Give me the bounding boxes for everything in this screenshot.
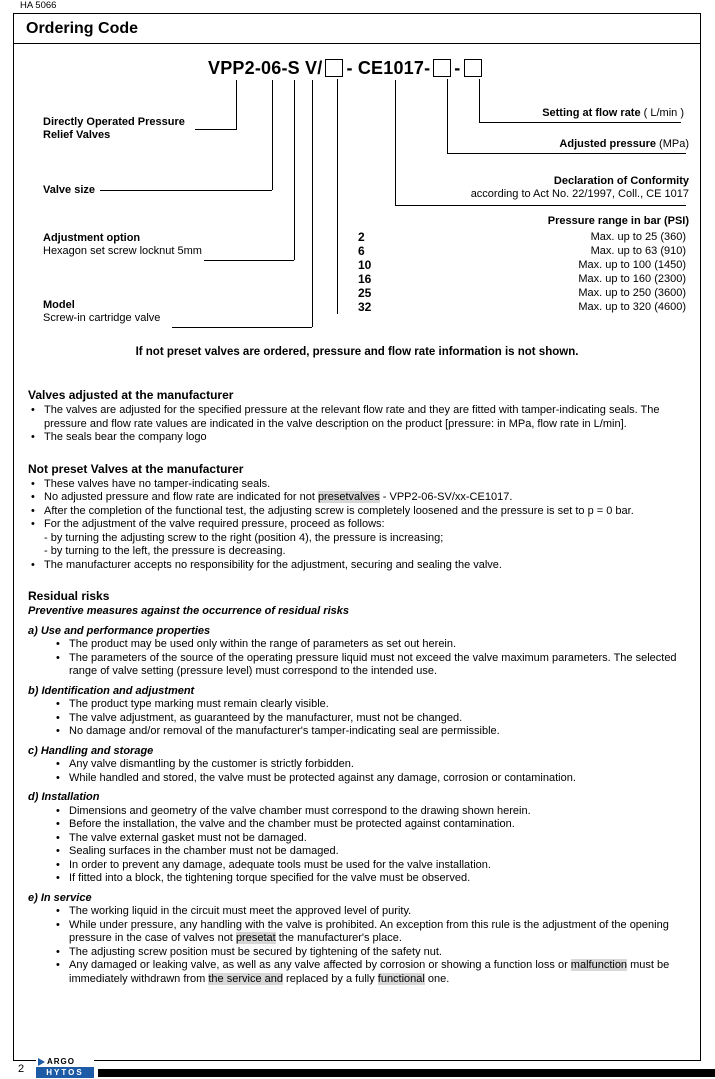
bullet-item: • Any damaged or leaking valve, as well as any valve affected by corrosion or showing a function loss or malfunction must be immediately withdrawn from the service and replaced by a fully functional one. xyxy=(53,959,686,986)
section xyxy=(28,625,686,679)
bullet-list xyxy=(53,758,686,785)
bullet-item: • No damage and/or removal of the manufacturer's tamper-indicating seal are permissible. xyxy=(53,725,686,739)
footer-bar xyxy=(98,1069,715,1077)
bullet-list xyxy=(53,698,686,739)
pressure-range-code: 2 xyxy=(358,230,365,244)
connector-line-conformity xyxy=(395,205,686,206)
ordering-code-diagram xyxy=(14,44,700,366)
label-model-desc: Screw-in cartridge valve xyxy=(43,312,161,324)
code-dash: - xyxy=(454,57,461,78)
connector-line-pressure-range xyxy=(337,79,338,314)
label-conformity xyxy=(471,175,689,201)
bullet-item: • These valves have no tamper-indicating seals. xyxy=(28,478,686,492)
label-adjusted-pressure-unit: (MPa) xyxy=(656,138,689,150)
connector-line-model xyxy=(312,80,313,327)
code-segment-conformity: - CE1017- xyxy=(346,57,431,78)
label-product-line1: Directly Operated Pressure xyxy=(43,116,185,128)
bullet-item: • The valve external gasket must not be damaged. xyxy=(53,832,686,846)
connector-line-valve-size xyxy=(100,190,272,191)
section xyxy=(28,685,686,739)
section xyxy=(28,462,686,573)
label-adjustment-desc: Hexagon set screw locknut 5mm xyxy=(43,245,202,257)
bullet-item: • The adjusting screw position must be secured by tightening of the safety nut. xyxy=(53,946,686,960)
pressure-range-desc: Max. up to 320 (4600) xyxy=(578,301,686,313)
logo-argo-text: ARGO xyxy=(47,1057,75,1066)
pressure-range-row xyxy=(358,272,686,286)
section-heading: c) Handling and storage xyxy=(28,744,154,757)
bullet-item: • While handled and stored, the valve must be protected against any damage, corrosion or contamination. xyxy=(53,772,686,786)
page-title: Ordering Code xyxy=(26,20,139,37)
pressure-range-desc: Max. up to 250 (3600) xyxy=(578,287,686,299)
logo-hytos-text: HYTOS xyxy=(36,1067,94,1078)
pressure-range-code: 32 xyxy=(358,300,372,314)
section-heading: Not preset Valves at the manufacturer xyxy=(28,461,244,476)
bullet-item: • Dimensions and geometry of the valve chamber must correspond to the drawing shown herein. xyxy=(53,805,686,819)
section-heading: d) Installation xyxy=(28,791,100,803)
code-box-pressure-range xyxy=(325,59,343,77)
connector-line-product xyxy=(236,80,237,129)
logo-argo-row xyxy=(36,1056,94,1067)
label-valve-size: Valve size xyxy=(43,184,95,196)
page-number: 2 xyxy=(18,1063,25,1075)
section xyxy=(28,388,686,445)
label-adjusted-pressure-bold: Adjusted pressure xyxy=(559,138,656,150)
bullet-item: • The valve adjustment, as guaranteed by the manufacturer, must not be changed. xyxy=(53,712,686,726)
label-adjustment xyxy=(43,232,202,258)
label-model-title: Model xyxy=(43,299,75,311)
pressure-range-code: 10 xyxy=(358,258,372,272)
section-heading: Residual risks xyxy=(28,589,110,603)
label-conformity-desc: according to Act No. 22/1997, Coll., CE 1017 xyxy=(470,188,689,200)
label-flow-rate xyxy=(542,107,684,120)
bullet-item: • The product type marking must remain clearly visible. xyxy=(53,698,686,712)
pressure-range-row xyxy=(358,230,686,244)
bullet-list xyxy=(28,404,686,445)
connector-line-adjusted-pressure xyxy=(447,153,686,154)
pressure-range-row xyxy=(358,300,686,314)
section-heading: e) In service xyxy=(28,891,92,904)
bullet-item: • The manufacturer accepts no responsibility for the adjustment, securing and sealing the valve. xyxy=(28,559,686,573)
pressure-range-desc: Max. up to 63 (910) xyxy=(590,245,686,257)
bullet-item: • For the adjustment of the valve required pressure, proceed as follows: - by turning the adjusting screw to the right (position 4), the pressure is increasing; - by turning to the left, the pressure is decreasing. xyxy=(28,518,686,559)
bullet-item: • Before the installation, the valve and the chamber must be protected against contamination. xyxy=(53,818,686,832)
bullet-item: • The valves are adjusted for the specified pressure at the relevant flow rate and they are fitted with tamper-indicating seals. The pressure and flow rate values are indicated in the valve description on the product [pressure: in MPa, flow rate in L/min]. xyxy=(28,404,686,431)
bullet-item: • If fitted into a block, the tightening torque specified for the valve must be observed. xyxy=(53,872,686,886)
label-adjustment-title: Adjustment option xyxy=(43,232,141,244)
section xyxy=(28,892,686,987)
pressure-range-header: Pressure range in bar (PSI) xyxy=(547,215,689,227)
bullet-item: • No adjusted pressure and flow rate are indicated for not presetvalves - VPP2-06-SV/xx-CE1017. xyxy=(28,491,686,505)
label-conformity-title: Declaration of Conformity xyxy=(553,175,689,187)
label-model xyxy=(43,299,160,325)
pressure-range-desc: Max. up to 160 (2300) xyxy=(578,273,686,285)
section-heading: a) Use and performance properties xyxy=(28,624,211,637)
connector-line-product xyxy=(195,129,237,130)
code-box-adjusted-pressure xyxy=(433,59,451,77)
bullet-list xyxy=(28,478,686,573)
bullet-list xyxy=(53,638,686,679)
connector-line-flow-rate xyxy=(479,122,681,123)
bullet-item: • In order to prevent any damage, adequate tools must be used for the valve installation. xyxy=(53,859,686,873)
label-flow-rate-bold: Setting at flow rate xyxy=(542,107,641,119)
bullet-item: • The working liquid in the circuit must meet the approved level of purity. xyxy=(53,905,686,919)
connector-line-adjusted-pressure xyxy=(447,79,448,153)
section-heading: b) Identification and adjustment xyxy=(28,684,195,697)
connector-line-valve-size xyxy=(272,80,273,190)
label-adjusted-pressure xyxy=(559,138,689,151)
pressure-range-desc: Max. up to 25 (360) xyxy=(590,231,686,243)
pressure-range-row xyxy=(358,286,686,300)
bullet-item: • Any valve dismantling by the customer is strictly forbidden. xyxy=(53,758,686,772)
label-flow-rate-unit: ( L/min ) xyxy=(640,107,684,119)
connector-line-conformity xyxy=(395,80,396,205)
bullet-item: • While under pressure, any handling with the valve is prohibited. An exception from this rule is the adjustment of the opening pressure in the case of valves not presetat the manufacturer's place. xyxy=(53,919,686,946)
section xyxy=(28,791,686,886)
connector-line-model xyxy=(172,327,312,328)
code-base: VPP2-06-S V/ xyxy=(208,57,323,78)
bullet-list xyxy=(53,905,686,986)
pressure-range-code: 6 xyxy=(358,244,365,258)
sub-line: - by turning to the left, the pressure is decreasing. xyxy=(44,545,286,557)
bullet-item: • The product may be used only within the range of parameters as set out herein. xyxy=(53,638,686,652)
connector-line-adjustment xyxy=(294,80,295,260)
bullet-item: • The parameters of the source of the operating pressure liquid must not exceed the valve maximum parameters. The selected range of valve setting (pressure level) must correspond to the intended use. xyxy=(53,652,686,679)
pressure-range-row xyxy=(358,244,686,258)
code-box-flow-rate xyxy=(464,59,482,77)
label-product xyxy=(43,116,185,142)
pressure-range-list xyxy=(358,230,686,314)
preset-note: If not preset valves are ordered, pressure and flow rate information is not shown. xyxy=(135,346,579,358)
section xyxy=(28,589,686,619)
document-code: HA 5066 xyxy=(20,0,57,11)
bullet-item: • Sealing surfaces in the chamber must not be damaged. xyxy=(53,845,686,859)
connector-line-flow-rate xyxy=(479,79,480,122)
pressure-range-code: 16 xyxy=(358,272,372,286)
argo-hytos-logo xyxy=(36,1056,94,1078)
connector-line-adjustment xyxy=(204,260,294,261)
sections xyxy=(14,366,700,986)
label-product-line2: Relief Valves xyxy=(43,129,111,141)
bullet-item: • The seals bear the company logo xyxy=(28,431,686,445)
pressure-range-code: 25 xyxy=(358,286,372,300)
document-sheet xyxy=(13,13,701,1061)
section-heading: Valves adjusted at the manufacturer xyxy=(28,388,234,402)
ordering-code xyxy=(208,58,485,78)
section xyxy=(28,745,686,786)
pressure-range-desc: Max. up to 100 (1450) xyxy=(578,259,686,271)
section-subheading: Preventive measures against the occurrence of residual risks xyxy=(28,605,349,617)
sheet-header xyxy=(14,14,700,44)
bullet-list xyxy=(53,805,686,886)
bullet-item: • After the completion of the functional test, the adjusting screw is completely loosened and the pressure is set to p = 0 bar. xyxy=(28,505,686,519)
logo-triangle-icon xyxy=(38,1058,45,1066)
sub-line: - by turning the adjusting screw to the right (position 4), the pressure is increasing; xyxy=(44,531,444,544)
pressure-range-row xyxy=(358,258,686,272)
